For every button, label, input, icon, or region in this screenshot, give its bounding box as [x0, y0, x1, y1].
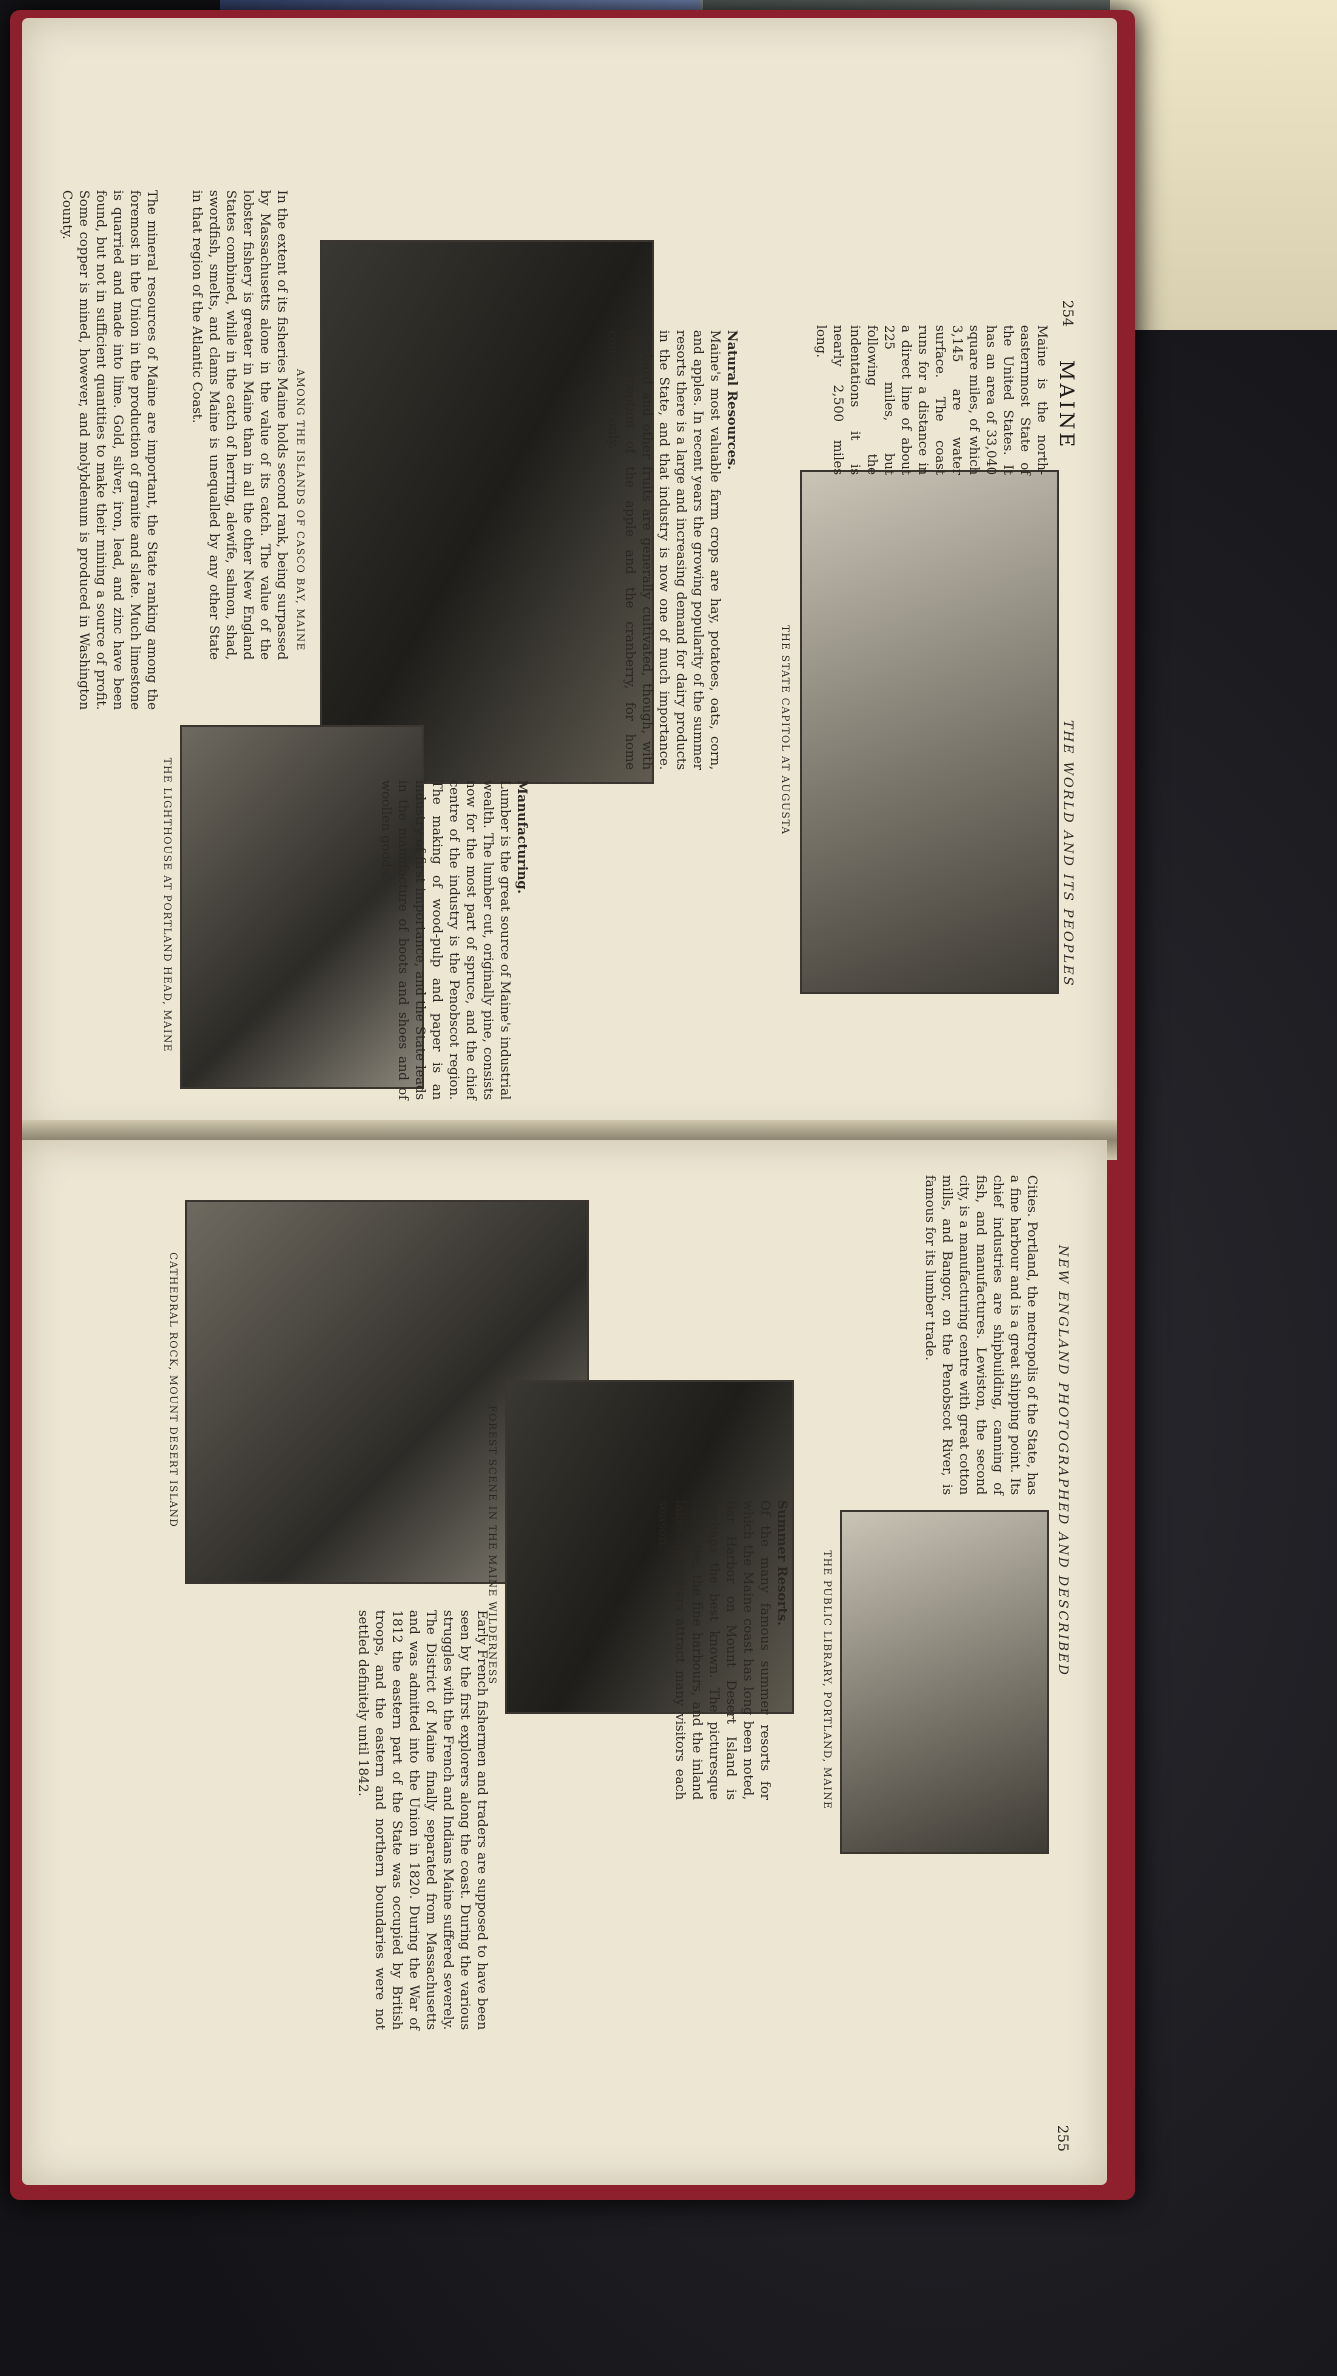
- state-building-photo: [800, 470, 1059, 994]
- cities-column: [921, 1175, 1040, 1495]
- manufacturing-subhead: Manufacturing.: [514, 780, 529, 894]
- resorts-subhead: Summer Resorts.: [774, 1500, 789, 1626]
- fisheries-column: [188, 190, 290, 660]
- cathedral-caption: CATHEDRAL ROCK, MOUNT DESERT ISLAND: [167, 1252, 178, 1528]
- resources-subhead: Natural Resources.: [724, 330, 739, 470]
- library-caption: THE PUBLIC LIBRARY, PORTLAND, MAINE: [821, 1550, 832, 1810]
- camp-caption-block: [294, 240, 305, 780]
- lighthouse-caption-block: [161, 725, 172, 1085]
- minerals-column: [58, 190, 160, 710]
- left-running-head: THE WORLD AND ITS PEOPLES: [1060, 720, 1075, 988]
- resources-text: Maine's most valuable farm crops are hay, potatoes, oats, corn, and apples. In recent years the growing popularity of the summer resorts there is a large and increasing demand for dairy products in the State, and that industry is now one of much importance. Orchard and other fruits are generally cultivated, though, with the exception of the apple and the cranberry, for home consumption only.: [605, 330, 722, 770]
- cathedral-caption-block: [167, 1200, 178, 1580]
- forest-caption: FOREST SCENE IN THE MAINE WILDERNESS: [486, 1405, 497, 1685]
- camp-caption: AMONG THE ISLANDS OF CASCO BAY, MAINE: [294, 368, 305, 652]
- manufacturing-text: Lumber is the great source of Maine's industrial wealth. The lumber cut, originally pine, consists now for the most part of spruce, and the chief centre of the industry is the Penobscot region. The making of wood-pulp and paper is an industry of first importance, and the State leads in the manufacture of boots and shoes and of woollen goods.: [378, 780, 512, 1100]
- library-caption-block: [821, 1510, 832, 1850]
- history-column: [354, 1610, 490, 2030]
- state-building-caption-block: [779, 470, 790, 990]
- fisheries-text: In the extent of its fisheries Maine holds second rank, being surpassed by Massachusetts alone in the value of its catch. The value of the lobster fishery is greater in Maine than in all the other New England States combined, while in the catch of herring, alewife, salmon, shad, swordfish, smelts, and clams Maine is unequalled by any other State in that region of the Atlantic Coast.: [189, 190, 289, 660]
- wall-background: [1110, 0, 1337, 330]
- intro-text: Maine is the north-easternmost State of the United States. It has an area of 33,040 square miles, of which 3,145 are water surface. The coast runs for a distance in a direct line of about 225 miles, but following the indentations it is nearly 2,500 miles long.: [813, 325, 1049, 475]
- left-section-title: MAINE: [1055, 360, 1079, 450]
- cities-text: Cities. Portland, the metropolis of the State, has a fine harbour and is a great shipping point. Its chief industries are shipbuilding, canning of fish, and manufactures. Lewiston, the second city, is a manufacturing centre with great cotton mills, and Bangor, on the Penobscot River, is famous for its lumber trade.: [922, 1175, 1039, 1495]
- resources-column: [604, 330, 740, 770]
- state-building-caption: THE STATE CAPITOL AT AUGUSTA: [779, 625, 790, 835]
- right-page-number: 255: [1054, 2125, 1070, 2152]
- resorts-text: Of the many famous summer resorts for which the Maine coast has long been noted, Bar Harbor on Mount Desert Island is perhaps the best known. The picturesque coast line, the fine harbours, and the inland lakes and rivers attract many visitors each season.: [655, 1500, 772, 1800]
- manufacturing-column: [377, 780, 530, 1100]
- resorts-column: [654, 1500, 790, 1800]
- history-text: Early French fishermen and traders are supposed to have been seen by the first explorers along the coast. During the various struggles with the French and Indians Maine suffered severely. The District of Maine finally separated from Massachusetts and was admitted into the Union in 1820. During the War of 1812 the eastern part of the State was occupied by British troops, and the eastern and northern boundaries were not settled definitely until 1842.: [355, 1610, 489, 2030]
- right-running-head: NEW ENGLAND PHOTOGRAPHED AND DESCRIBED: [1055, 1245, 1070, 1677]
- intro-column: [812, 325, 1050, 475]
- lighthouse-caption: THE LIGHTHOUSE AT PORTLAND HEAD, MAINE: [161, 757, 172, 1053]
- minerals-text: The mineral resources of Maine are important, the State ranking among the foremost in the Union in the production of granite and slate. Much limestone is quarried and made into lime. Gold, silver, iron, lead, and zinc have been found, but not in sufficient quantities to make their mining a source of profit. Some copper is mined, however, and molybdenum is produced in Washington County.: [59, 190, 159, 710]
- left-page-number: 254: [1059, 300, 1075, 327]
- library-photo: [840, 1510, 1049, 1854]
